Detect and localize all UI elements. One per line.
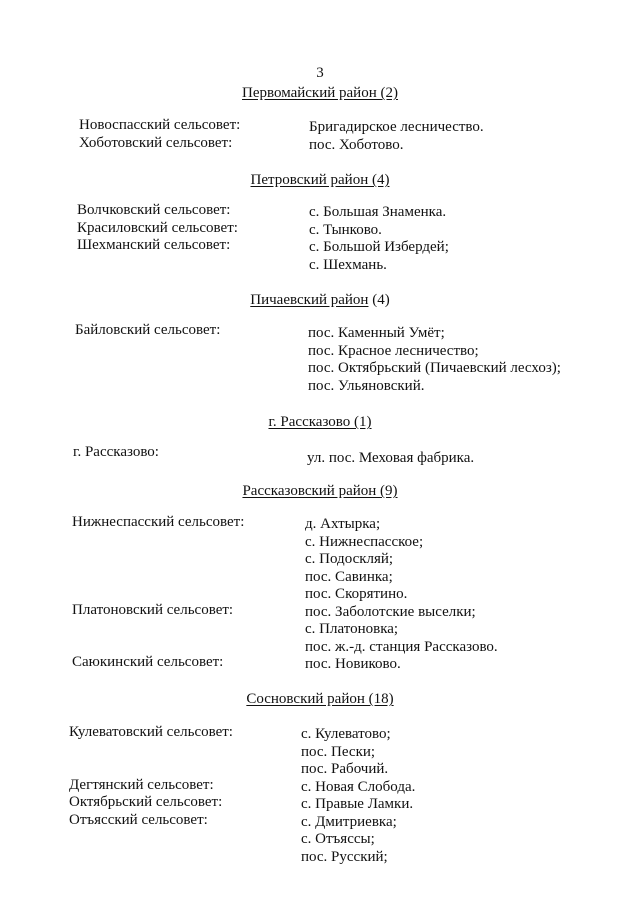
place-list <box>309 119 484 154</box>
section-title <box>0 482 640 500</box>
place-name: с. Шехмань. <box>309 256 387 273</box>
council-name: Октябрьский сельсовет: <box>69 794 223 810</box>
council-name: Платоновский сельсовет: <box>72 601 234 618</box>
section-title-underlined: Петровский район (4) <box>250 172 390 188</box>
place-list <box>301 726 415 866</box>
place-name: пос. Савинка; <box>305 568 393 585</box>
place-name: пос. Октябрьский (Пичаевский лесхоз); <box>308 360 561 376</box>
place-name: с. Дмитриевка; <box>301 813 397 830</box>
council-name: Волчковский сельсовет: <box>77 202 231 218</box>
place-name: с. Большой Избердей; <box>309 239 449 255</box>
place-name: д. Ахтырка; <box>305 516 381 532</box>
council-name: Хоботовский сельсовет: <box>79 134 233 151</box>
place-name: с. Платоновка; <box>305 621 399 637</box>
council-name: Шехманский сельсовет: <box>77 237 231 253</box>
section-title <box>0 413 640 431</box>
council-name: Саюкинский сельсовет: <box>72 654 224 670</box>
council-name: Дегтянский сельсовет: <box>69 776 214 793</box>
place-name: пос. Каменный Умёт; <box>308 325 445 341</box>
place-name: Бригадирское лесничество. <box>309 119 484 135</box>
place-list <box>307 450 474 468</box>
place-name: с. Подоскляй; <box>305 551 394 567</box>
place-name: ул. пос. Меховая фабрика. <box>307 450 475 466</box>
council-name <box>69 742 233 760</box>
council-list <box>72 514 244 672</box>
council-name <box>69 759 233 777</box>
council-name: Новоспасский сельсовет: <box>79 117 241 133</box>
place-list <box>305 516 498 674</box>
council-name: Кулеватовский сельсовет: <box>69 724 233 740</box>
council-list <box>73 444 159 462</box>
place-name: пос. Скорятино. <box>305 586 408 602</box>
place-name: пос. Пески; <box>301 743 376 760</box>
section-title <box>0 84 640 102</box>
section-title <box>0 690 640 708</box>
council-list <box>77 202 238 255</box>
place-name: пос. Русский; <box>301 848 388 865</box>
place-list <box>308 325 561 395</box>
council-name: г. Рассказово: <box>73 444 159 460</box>
place-name: пос. Ульяновский. <box>308 377 425 394</box>
place-name: с. Нижнеспасское; <box>305 533 424 550</box>
place-name: пос. Заболотские выселки; <box>305 603 476 620</box>
council-list <box>75 322 220 340</box>
council-name <box>72 619 244 637</box>
place-name: с. Новая Слобода. <box>301 778 416 795</box>
council-name: Байловский сельсовет: <box>75 322 221 338</box>
place-name: пос. Хоботово. <box>309 136 404 153</box>
place-name: пос. Новиково. <box>305 656 401 672</box>
place-name: пос. Красное лесничество; <box>308 342 479 359</box>
section-title-rest: (4) <box>368 292 390 308</box>
place-name: с. Правые Ламки. <box>301 796 414 812</box>
council-name: Отъясский сельсовет: <box>69 811 208 828</box>
page-number: 3 <box>316 65 324 81</box>
council-name <box>72 567 244 585</box>
section-title-underlined: Пичаевский район <box>250 292 369 308</box>
council-name <box>72 532 244 550</box>
council-name: Нижнеспасский сельсовет: <box>72 514 245 530</box>
place-name: с. Отъяссы; <box>301 831 375 847</box>
section-title-underlined: Сосновский район (18) <box>246 691 394 707</box>
place-name: с. Большая Знаменка. <box>309 204 447 220</box>
section-title-underlined: Первомайский район (2) <box>242 85 398 101</box>
council-list <box>69 724 233 829</box>
place-name: пос. Рабочий. <box>301 761 389 777</box>
place-list <box>309 204 449 274</box>
section-title-underlined: Рассказовский район (9) <box>242 483 398 499</box>
council-list <box>79 117 240 152</box>
place-name: с. Кулеватово; <box>301 726 391 742</box>
place-name: пос. ж.-д. станция Рассказово. <box>305 638 498 655</box>
council-name <box>72 584 244 602</box>
council-name: Красиловский сельсовет: <box>77 219 238 236</box>
section-title <box>0 291 640 309</box>
place-name: с. Тынково. <box>309 221 382 238</box>
council-name <box>72 637 244 655</box>
section-title-underlined: г. Рассказово (1) <box>268 414 372 430</box>
council-name <box>72 549 244 567</box>
section-title <box>0 171 640 189</box>
